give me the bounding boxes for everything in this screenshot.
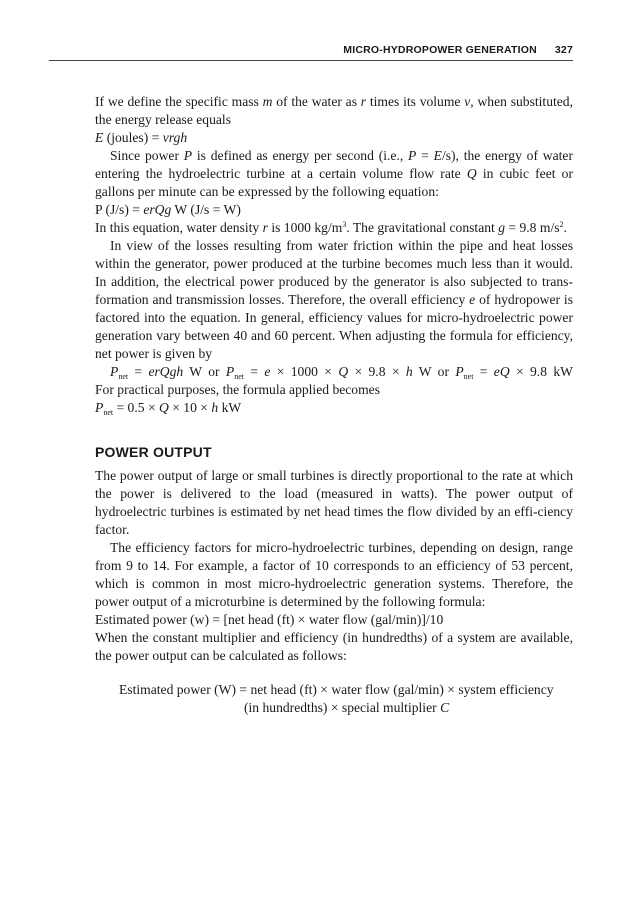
paragraph-losses-efficiency-text: In view of the losses resulting from water friction within the pipe and heat losses within the generator, power produced at the turbine becomes much less than it would. In addition, the electrical power produced by the generator is also subjected to trans-formation and transmission losses. Therefore, the overall efficiency e of hydropower is factored into the equation. In general, efficiency values for micro-hydroelectric power generation vary between 40 and 60 percent. When adjusting the formula for efficiency, net power is given by <box>95 238 573 361</box>
equation-estimated-power-full <box>95 681 573 717</box>
equation-or-1: or <box>208 364 220 379</box>
equation-power-water <box>95 201 573 219</box>
equation-net-power-c: $P_{net}$ = eQ × 9.8 kW <box>455 364 573 381</box>
equation-net-power-b: $P_{net} = e \times 1000 \times Q \times 9.8 \times h$ W <box>225 364 432 381</box>
equation-net-power-a: $P_{net}$ = erQgh W <box>110 364 202 381</box>
paragraph-efficiency-factors: The efficiency factors for micro-hydroelectric turbines, depending on design, range from 9 to 14. For example, a factor of 10 corresponds to an efficiency of 53 percent, which is common in most micro-hydroelectric generation systems. Therefore, the power output of a microturbine is determined by the following formula: <box>95 540 573 609</box>
equation-practical-net-power <box>95 399 573 417</box>
equation-estimated-power-line-2 <box>119 699 573 717</box>
paragraph-specific-mass <box>95 93 573 129</box>
paragraph-losses-efficiency <box>95 237 573 363</box>
paragraph-power-output-proportional: The power output of large or small turbines is directly proportional to the rate at which the power is delivered to the load (measured in watts). The power output of hydroelectric turbines is estimated by net head times the flow divided by an effi-ciency factor. <box>95 468 573 537</box>
page-number: 327 <box>554 44 573 56</box>
equation-practical-net-power-text: $P_{net} = 0.5 \times Q \times 10 \times h$ kW <box>95 400 242 417</box>
page-body <box>95 93 573 717</box>
paragraph-power-definition <box>95 147 573 201</box>
equation-energy-release <box>95 129 573 147</box>
paragraph-practical-purposes: For practical purposes, the formula applied becomes <box>95 382 380 397</box>
equation-net-power-forms <box>95 363 573 381</box>
paragraph-constant-multiplier: When the constant multiplier and efficiency (in hundredths) of a system are available, the power output can be calculated as follows: <box>95 630 573 663</box>
equation-estimated-power-line-1: Estimated power (W) = net head (ft) × water flow (gal/min) × system efficiency <box>119 682 554 697</box>
running-head <box>49 44 573 61</box>
equation-or-2: or <box>437 364 449 379</box>
equation-energy-release-text: E (joules) = vrgh <box>95 130 188 145</box>
paragraph-specific-mass-text: If we define the specific mass m of the water as r times its volume v, when substituted, the energy release equals <box>95 94 574 127</box>
equation-estimated-power-simple: Estimated power (w) = [net head (ft) × water flow (gal/min)]/10 <box>95 612 444 627</box>
equation-power-water-text: P (J/s) = erQg W (J/s = W) <box>95 202 241 217</box>
section-heading-power-output: POWER OUTPUT <box>95 444 212 460</box>
paragraph-water-density <box>95 219 573 237</box>
paragraph-power-definition-text: Since power P is defined as energy per second (i.e., P = E/s), the energy of water entering the hydroelectric turbine at a certain volume flow rate Q in cubic feet or gallons per minute can be expressed by the following equation: <box>95 148 573 199</box>
equation-estimated-power-line-2-text: (in hundredths) × special multiplier C <box>244 700 450 715</box>
running-title: MICRO-HYDROPOWER GENERATION <box>343 44 537 56</box>
paragraph-water-density-text: In this equation, water density r is 1000 $kg/m^3$. The gravitational constant g = 9.8 $m/s^2$. <box>95 220 567 235</box>
